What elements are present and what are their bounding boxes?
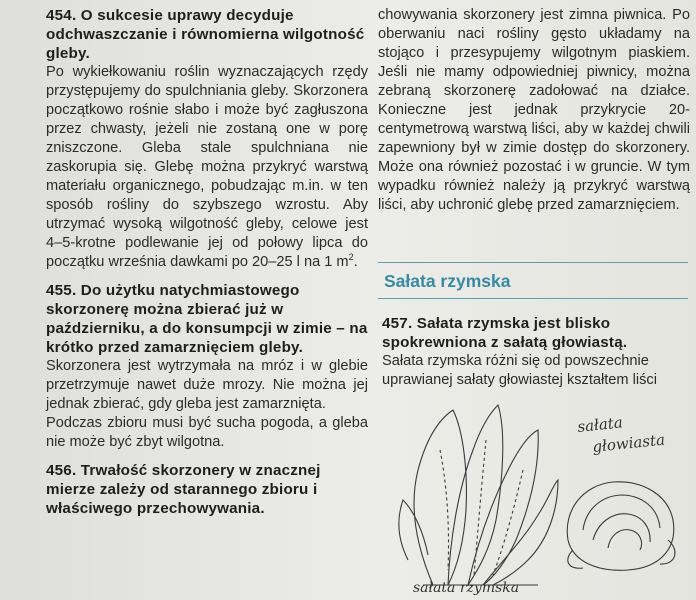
romaine-lettuce-drawing bbox=[399, 405, 558, 585]
heading-456: 456. Trwałość skorzonery w znacznej mierze zależy od starannego zbioru i właściwego przechowywania. bbox=[46, 462, 321, 517]
section-title: Sałata rzymska bbox=[384, 271, 511, 291]
right-column bbox=[378, 6, 690, 215]
heading-454: 454. O sukcesie uprawy decyduje odchwaszczanie i równomierna wilgotność gleby. bbox=[46, 7, 365, 62]
heading-455: 455. Do użytku natychmiastowego skorzonerę można zbierać już w październiku, a do konsumpcji w zimie – na krótko przed zamarznięciem gleby. bbox=[46, 282, 368, 356]
section-rule-top bbox=[378, 262, 688, 263]
paragraph-455-1: Skorzonera jest wytrzymała na mróz i w glebie przetrzymuje nawet duże mrozy. Nie można jej jednak zbierać, gdy gleba jest zamarznięta. bbox=[46, 358, 368, 412]
paragraph-455-2: Podczas zbioru musi być sucha pogoda, a gleba nie może być zbyt wilgotna. bbox=[46, 415, 368, 450]
section-rule-bottom bbox=[378, 298, 688, 299]
label-romaine: sałata rzymska bbox=[413, 580, 520, 596]
paragraph-454-text: Po wykiełkowaniu roślin wyznaczających rzędy przystępujemy do spulchniania gleby. Skorzonera początkowo rośnie słabo i może być zagłuszona przez chwasty, jeżeli nie zostaną one w porę zniszczone. Gleba stale spulchniana nie zaskorupia się. Glebę można przykryć warstwą materiału organicznego, pobudzając m.in. w ten sposób rośliny do szybszego wzrostu. Aby utrzymać wysoką wilgotność gleby, celowe jest 4–5-krotne podlewanie jej od połowy lipca do początku września dawkami po 20–25 l na 1 m bbox=[46, 64, 368, 270]
lettuce-illustration bbox=[378, 390, 696, 600]
superscript-2: 2 bbox=[348, 252, 354, 263]
heading-457: 457. Sałata rzymska jest blisko spokrewniona z sałatą głowiastą. bbox=[382, 315, 628, 351]
section-457 bbox=[382, 314, 688, 390]
paragraph-457: Sałata rzymska różni się od powszechnie uprawianej sałaty głowiastej kształtem liści bbox=[382, 353, 657, 388]
label-head-lettuce-line1: sałata bbox=[576, 413, 624, 436]
butterhead-lettuce-drawing bbox=[567, 482, 675, 570]
left-column bbox=[46, 6, 368, 518]
label-head-lettuce-line2: głowiasta bbox=[591, 430, 666, 456]
paragraph-454 bbox=[46, 63, 368, 272]
paragraph-456-continuation: chowywania skorzonery jest zimna piwnica. Po oberwaniu naci rośliny gęsto układamy na stojąco i przesypujemy wilgotnym piaskiem. Jeśli nie mamy odpowiedniej piwnicy, można zebraną skorzonerę zadołować na działce. Konieczne jest jednak przykrycie 20-centymetrową warstwą liści, aby w każdej chwili zapewniony był w zimie dostęp do skorzonery. Może ona również pozostać i w gruncie. W tym wypadku również należy ją przykryć warstwą liści, aby uchronić glebę przed zamarznięciem. bbox=[378, 7, 690, 213]
paragraph-454-end: . bbox=[353, 254, 358, 270]
